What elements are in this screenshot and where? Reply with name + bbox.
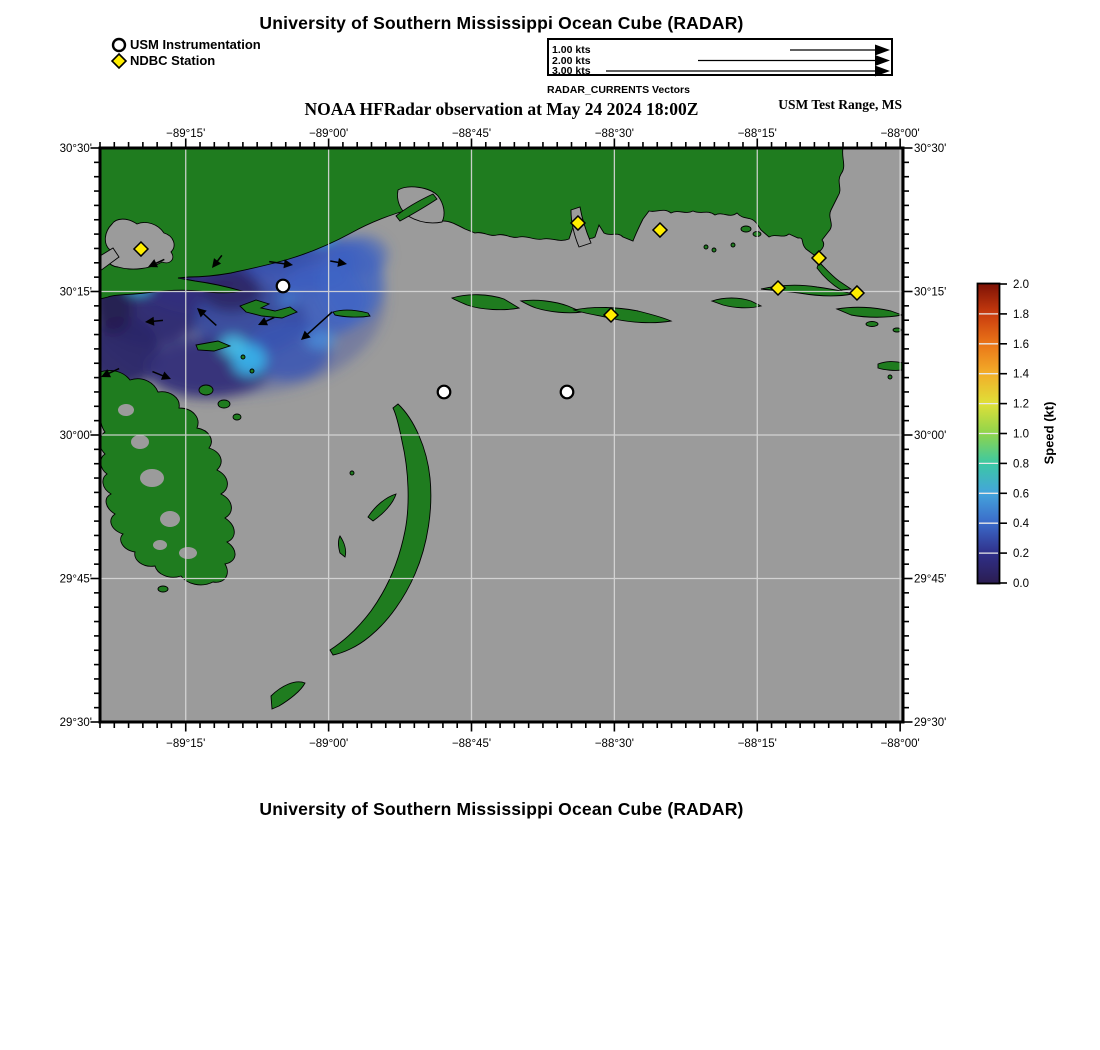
tick-label: −88°15': [737, 128, 777, 140]
tick-label: 30°00': [59, 430, 92, 442]
tick-label: 29°30': [914, 717, 947, 729]
islet: [712, 248, 716, 252]
usm-station-marker: [561, 386, 574, 399]
tick-label: −89°00': [309, 738, 349, 750]
tick-label: 1.2: [1013, 398, 1029, 411]
tick-label: −88°15': [737, 738, 777, 750]
usm-circle-icon: [113, 39, 125, 51]
usm-station-marker: [438, 386, 451, 399]
vector-caption: RADAR_CURRENTS Vectors: [547, 84, 690, 96]
marsh-islet: [218, 400, 230, 408]
footer-title: University of Southern Mississippi Ocean Cube (RADAR): [259, 799, 744, 819]
colorbar-gradient: [978, 284, 999, 583]
tick-label: 1.8: [1013, 308, 1029, 321]
vector-scale-3kt: 3.00 kts: [552, 65, 591, 77]
tick-label: 0.6: [1013, 488, 1029, 501]
tick-label: 0.8: [1013, 458, 1029, 471]
edge-island: [878, 362, 903, 371]
tick-label: 1.4: [1013, 368, 1029, 381]
tick-label: −88°45': [451, 128, 492, 140]
usm-station-marker: [277, 280, 290, 293]
colorbar-axis-label: Speed (kt): [1041, 401, 1057, 465]
islet: [250, 369, 254, 373]
speed-blob: [336, 235, 388, 275]
tick-label: 29°45': [914, 573, 947, 586]
vector-scale-2kt: 2.00 kts: [552, 54, 591, 67]
islet: [241, 355, 245, 359]
marsh-islet: [199, 385, 213, 395]
vector-scale-1kt: 1.00 kts: [552, 44, 591, 56]
tick-label: 0.2: [1013, 548, 1029, 561]
islet: [731, 243, 735, 247]
tick-label: −88°45': [451, 738, 492, 750]
tick-label: 0.0: [1013, 578, 1029, 590]
range-annotation: USM Test Range, MS: [778, 97, 902, 112]
tick-label: −88°00': [880, 738, 920, 750]
speed-blob: [277, 293, 297, 307]
tick-label: −88°30': [594, 128, 634, 140]
vector-scale-box: [547, 38, 893, 76]
tick-label: 30°00': [914, 430, 947, 442]
tick-label: 29°30': [59, 717, 92, 729]
tick-label: −89°15': [166, 128, 206, 140]
islet: [350, 471, 354, 475]
map-subtitle: NOAA HFRadar observation at May 24 2024 18:00Z: [304, 99, 699, 119]
tick-label: 29°45': [59, 573, 92, 586]
tick-label: 30°30': [59, 143, 92, 155]
islet: [866, 322, 878, 327]
marsh-islet: [158, 586, 168, 592]
map-panel: [100, 148, 903, 722]
islet: [704, 245, 708, 249]
legend-ndbc-label: NDBC Station: [130, 53, 216, 68]
tick-label: 30°30': [914, 143, 947, 155]
tick-label: −89°15': [166, 738, 206, 750]
tick-label: −88°30': [594, 738, 634, 750]
marsh-islet: [233, 414, 241, 420]
tick-label: −89°00': [309, 128, 349, 140]
speed-blob: [306, 331, 334, 349]
tick-label: 30°15': [914, 286, 947, 299]
page-title: University of Southern Mississippi Ocean Cube (RADAR): [259, 13, 744, 33]
tick-label: 1.6: [1013, 338, 1029, 351]
legend-usm-label: USM Instrumentation: [130, 37, 261, 52]
bay-islet: [741, 226, 751, 232]
ndbc-diamond-icon: [112, 54, 126, 68]
tick-label: −88°00': [880, 128, 920, 140]
islet: [888, 375, 892, 379]
tick-label: 30°15': [59, 286, 92, 299]
legend-symbols: [111, 37, 128, 70]
tick-label: 1.0: [1013, 428, 1029, 441]
tick-label: 0.4: [1013, 518, 1029, 531]
tick-label: 2.0: [1013, 279, 1029, 291]
